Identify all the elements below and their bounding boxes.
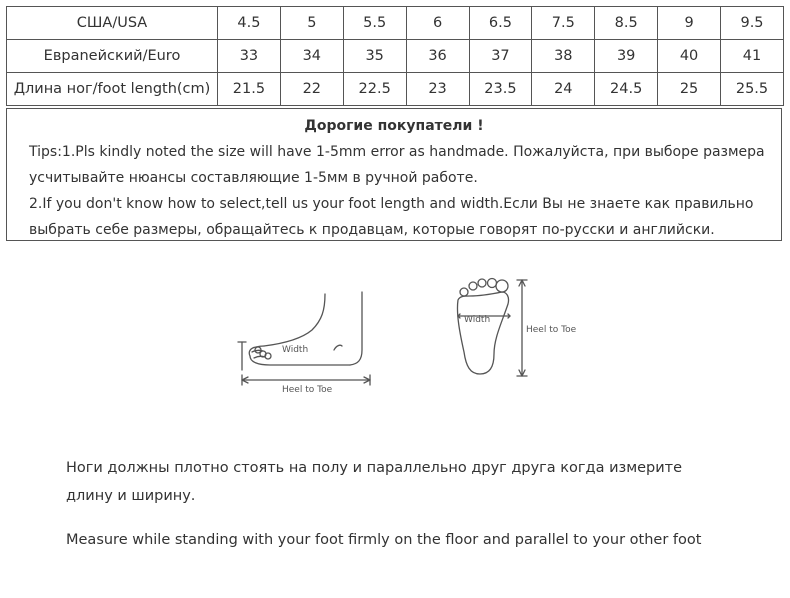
side-foot-illustration (230, 280, 390, 395)
table-cell: 25 (658, 73, 721, 106)
notes-line: выбрать себе размеры, обращайтесь к продавцам, которые говорят по-русски и английски. (29, 222, 715, 238)
table-cell: 35 (343, 40, 406, 73)
table-cell: 34 (280, 40, 343, 73)
table-cell: 24 (532, 73, 595, 106)
table-cell: 5 (280, 7, 343, 40)
notes-box (6, 108, 782, 241)
table-cell: 8.5 (595, 7, 658, 40)
table-cell: 22.5 (343, 73, 406, 106)
table-row-usa (7, 7, 784, 40)
table-cell: 21.5 (218, 73, 281, 106)
notes-title: Дорогие покупатели ! (304, 118, 484, 134)
row-label: Евраnейский/Euro (7, 40, 218, 73)
sole-foot-illustration (440, 274, 600, 384)
notes-line: усчитывайте нюансы составляющие 1-5мм в ручной работе. (29, 170, 478, 186)
table-cell: 23 (406, 73, 469, 106)
table-cell: 36 (406, 40, 469, 73)
sole-heel-to-toe-label: Heel to Toe (526, 325, 577, 335)
table-cell: 33 (218, 40, 281, 73)
instruction-ru-line2: длину и ширину. (66, 488, 196, 504)
side-heel-to-toe-label: Heel to Toe (282, 385, 333, 395)
table-cell: 7.5 (532, 7, 595, 40)
table-cell: 9 (658, 7, 721, 40)
notes-line: Tips:1.Pls kindly noted the size will have 1-5mm error as handmade. Пожалуйста, при выборе размера (29, 144, 765, 160)
table-cell: 37 (469, 40, 532, 73)
row-label: Длина ног/foot length(cm) (7, 73, 218, 106)
table-cell: 40 (658, 40, 721, 73)
sole-width-label: Width (464, 315, 491, 325)
row-label: США/USA (7, 7, 218, 40)
side-width-label: Width (282, 345, 309, 355)
table-row-euro (7, 40, 784, 73)
table-cell: 23.5 (469, 73, 532, 106)
table-cell: 38 (532, 40, 595, 73)
table-cell: 39 (595, 40, 658, 73)
instruction-ru-line1: Ноги должны плотно стоять на полу и параллельно друг друга когда измерите (66, 460, 683, 476)
table-cell: 9.5 (721, 7, 784, 40)
foot-measure-diagram (0, 260, 790, 400)
table-cell: 6.5 (469, 7, 532, 40)
table-cell: 25.5 (721, 73, 784, 106)
notes-line: 2.If you don't know how to select,tell us your foot length and width.Если Вы не знаете как правильно (29, 196, 754, 212)
table-cell: 6 (406, 7, 469, 40)
table-cell: 24.5 (595, 73, 658, 106)
instruction-en: Measure while standing with your foot firmly on the floor and parallel to your other foot (66, 532, 702, 548)
table-row-foot-length (7, 73, 784, 106)
table-cell: 22 (280, 73, 343, 106)
table-cell: 41 (721, 40, 784, 73)
size-chart-table (6, 6, 784, 106)
table-cell: 5.5 (343, 7, 406, 40)
table-cell: 4.5 (218, 7, 281, 40)
